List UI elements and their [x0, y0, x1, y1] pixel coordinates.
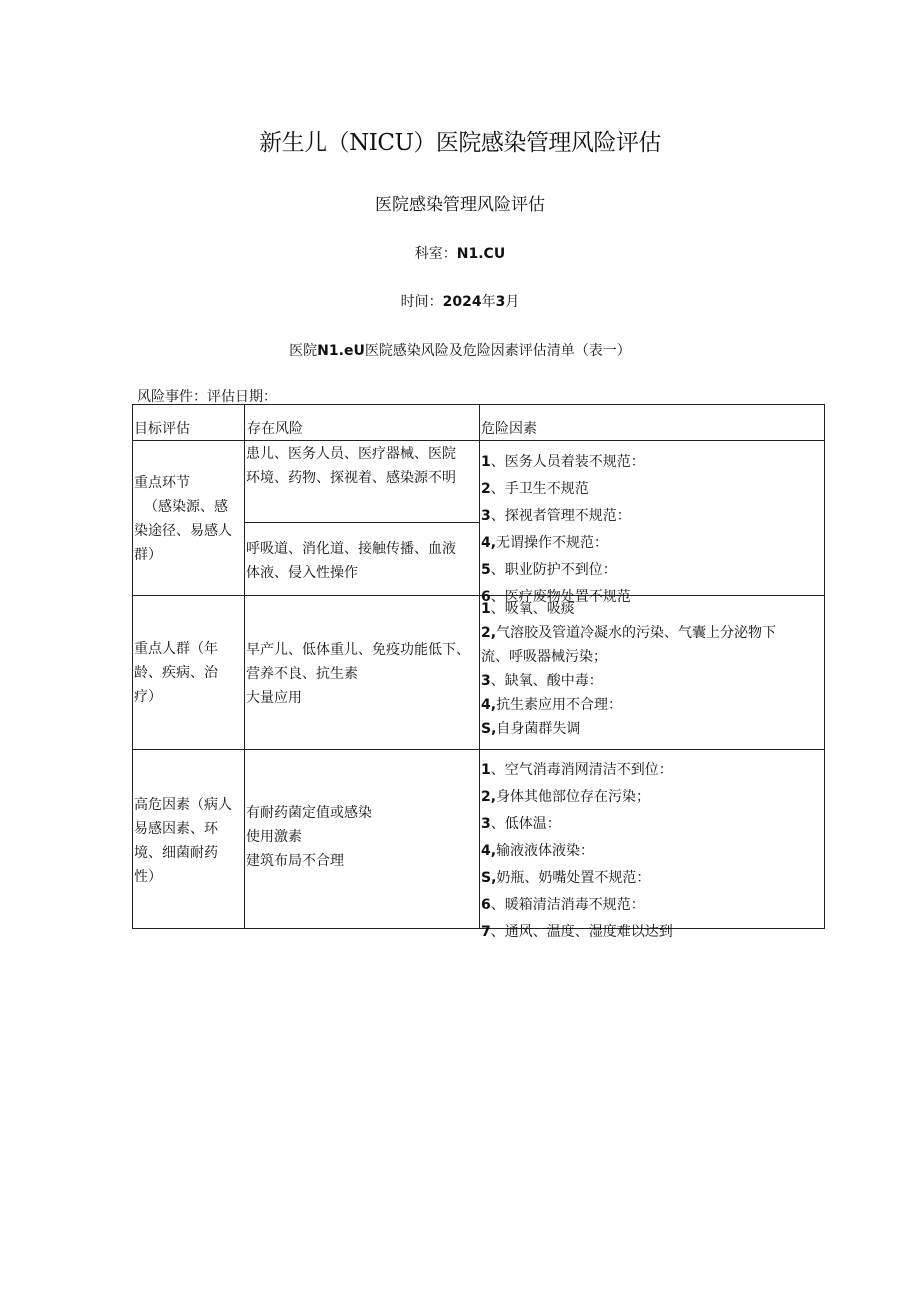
target-line: 龄、疾病、治	[134, 665, 218, 681]
row3-factors	[481, 757, 823, 940]
row1-risk-b	[246, 537, 478, 585]
factor-item: 4,输液液体液染：	[481, 843, 595, 859]
row2-target	[134, 637, 244, 709]
target-line: 高危因素（病人	[134, 797, 232, 813]
risk-line: 患儿、医务人员、医疗器械、医院	[246, 446, 456, 462]
header-risk: 存在风险	[247, 421, 303, 437]
time-month-unit: 月	[505, 294, 520, 310]
target-line: 性）	[134, 869, 162, 885]
target-line: 易感因素、环	[134, 821, 218, 837]
risk-line: 营养不良、抗生素	[246, 666, 358, 682]
factor-item: S,奶瓶、奶嘴处置不规范：	[481, 870, 651, 886]
factor-item: 1、空气消毒消网清洁不到位：	[481, 762, 673, 778]
department-line	[0, 243, 920, 263]
row1-target	[134, 471, 244, 567]
row2-risk	[246, 638, 479, 710]
time-line	[0, 291, 920, 311]
factor-item: 流、呼吸器械污染；	[481, 649, 607, 665]
header-factors: 危险因素	[481, 421, 537, 437]
factor-item: 2、手卫生不规范	[481, 481, 589, 497]
factor-item: 3、探视者管理不规范：	[481, 508, 631, 524]
factor-item: 3、缺氧、酸中毒：	[481, 673, 603, 689]
header-target: 目标评估	[134, 421, 190, 437]
factor-item: 4,无谓操作不规范：	[481, 535, 609, 551]
factor-item: 6、医疗废物处置不规范	[481, 589, 631, 605]
factor-item: 4,抗生素应用不合理：	[481, 697, 623, 713]
risk-line: 使用激素	[246, 829, 302, 845]
row1-risk-a	[246, 442, 478, 490]
target-line: 疗）	[134, 689, 162, 705]
risk-line: 呼吸道、消化道、接触传播、血液	[246, 541, 456, 557]
checklist-title-suffix: 医院感染风险及危险因素评估清单（表一）	[364, 343, 631, 359]
target-line: （感染源、感	[144, 499, 228, 515]
factor-item: 1、医务人员着装不规范：	[481, 454, 645, 470]
risk-event-meta: 风险事件：评估日期：	[137, 389, 277, 405]
checklist-title-prefix: 医院	[289, 343, 318, 359]
risk-line: 体液、侵入性操作	[246, 565, 358, 581]
department-value: N1.CU	[456, 246, 506, 262]
department-label: 科室：	[414, 246, 457, 262]
checklist-title	[0, 340, 920, 360]
risk-line: 建筑布局不合理	[246, 853, 344, 869]
sub-row-divider	[244, 522, 479, 523]
target-line: 重点人群（年	[134, 641, 218, 657]
target-line: 染途径、易感人	[134, 523, 232, 539]
row3-target	[134, 793, 244, 889]
time-month: 3	[495, 294, 506, 310]
column-divider	[479, 405, 480, 928]
factor-item: S,自身菌群失调	[481, 721, 581, 737]
risk-assessment-table	[132, 404, 825, 940]
target-line: 群）	[134, 547, 162, 563]
row3-risk	[246, 801, 479, 873]
document-subtitle: 医院感染管理风险评估	[375, 195, 545, 215]
factor-item: 6、暖箱清洁消毒不规范：	[481, 897, 645, 913]
time-year: 2024	[442, 294, 482, 310]
target-line: 重点环节	[134, 475, 190, 491]
time-year-unit: 年	[481, 294, 496, 310]
checklist-title-code: N1.eU	[317, 343, 365, 359]
factor-item: 1、吸氧、吸痰	[481, 601, 575, 617]
target-line: 境、细菌耐药	[134, 845, 218, 861]
risk-line: 大量应用	[246, 690, 302, 706]
factor-item: 5、职业防护不到位：	[481, 562, 617, 578]
factor-item: 2,身体其他部位存在污染；	[481, 789, 651, 805]
factor-item: 3、低体温：	[481, 816, 561, 832]
risk-line: 早产儿、低体重儿、免疫功能低下、	[246, 642, 470, 658]
factor-item: 7、通风、温度、湿度难以达到	[481, 924, 673, 940]
risk-line: 环境、药物、探视着、感染源不明	[246, 470, 456, 486]
factor-item: 2,气溶胶及管道冷凝水的污染、气囊上分泌物下	[481, 625, 777, 641]
time-label: 时间：	[400, 294, 443, 310]
risk-line: 有耐药菌定值或感染	[246, 805, 372, 821]
row-divider	[133, 749, 824, 750]
row1-factors	[481, 449, 823, 605]
document-title: 新生儿（NICU）医院感染管理风险评估	[259, 130, 661, 156]
column-divider	[244, 405, 245, 928]
row2-factors	[481, 597, 823, 747]
